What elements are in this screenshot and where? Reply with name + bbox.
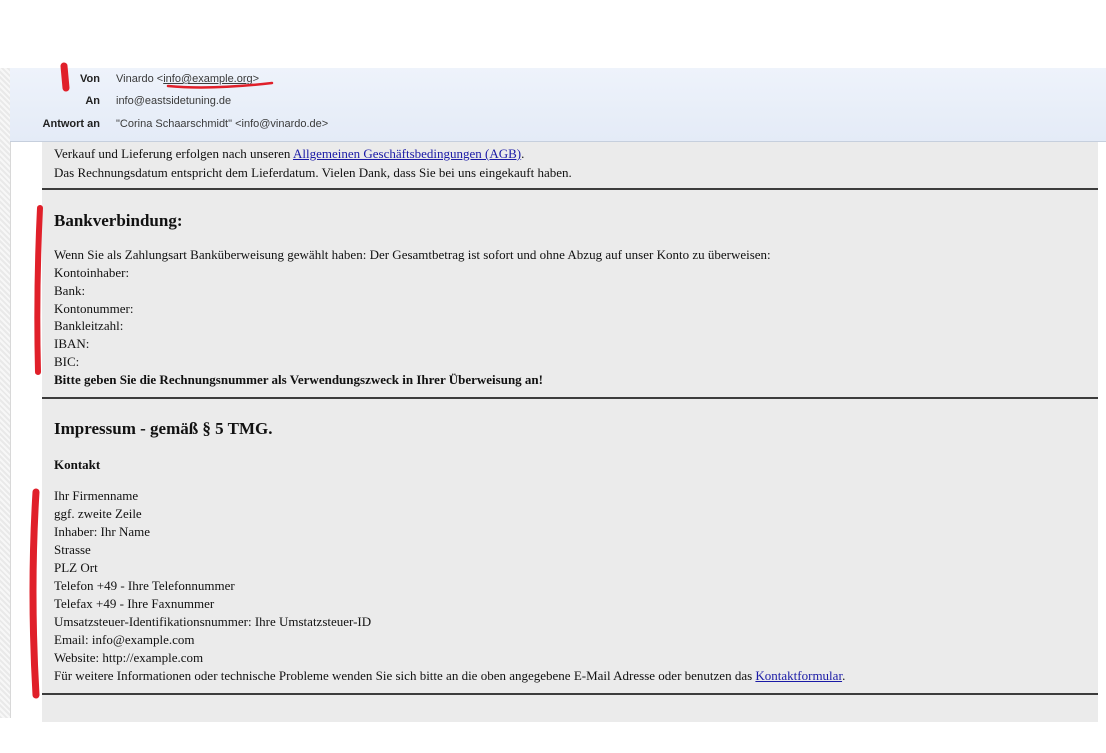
to-value[interactable]: info@eastsidetuning.de [116, 95, 232, 107]
support-line: Für weitere Informationen oder technische Probleme wenden Sie sich bitte an die oben angegebene E-Mail Adresse oder benutzen das Kontaktformular. [54, 668, 846, 683]
bank-field-account-holder: Kontoinhaber: [54, 265, 130, 280]
bank-field-account-number: Kontonummer: [54, 301, 134, 316]
reply-to-label: Antwort an [42, 118, 100, 130]
bank-heading: Bankverbindung: [54, 211, 183, 230]
bank-field-bank: Bank: [54, 283, 86, 298]
mail-body [42, 142, 1098, 722]
bank-reference-note: Bitte geben Sie die Rechnungsnummer als Verwendungszweck in Ihrer Überweisung an! [54, 372, 543, 387]
mail-header [10, 68, 1106, 142]
bank-field-bank-code: Bankleitzahl: [54, 318, 124, 333]
contact-city: PLZ Ort [54, 560, 98, 575]
from-label: Von [80, 73, 100, 85]
bank-intro: Wenn Sie als Zahlungsart Banküberweisung gewählt haben: Der Gesamtbetrag ist sofort und ohne Abzug auf unser Konto zu überweisen: [54, 247, 771, 262]
contact-second-line: ggf. zweite Zeile [54, 506, 142, 521]
bank-field-iban: IBAN: [54, 336, 90, 351]
from-value[interactable]: Vinardo <info@example.org> [116, 73, 260, 85]
annotation-bank-bracket [37, 208, 40, 372]
contact-vat-id: Umsatzsteuer-Identifikationsnummer: Ihre Umstatzsteuer-ID [54, 614, 372, 629]
contact-website: Website: http://example.com [54, 650, 204, 665]
to-label: An [85, 95, 100, 107]
left-scroll-strip [0, 68, 11, 718]
contact-owner: Inhaber: Ihr Name [54, 524, 151, 539]
contact-company: Ihr Firmenname [54, 488, 139, 503]
divider [42, 397, 1098, 399]
annotation-contact-bracket [33, 492, 36, 695]
contact-street: Strasse [54, 542, 91, 557]
contact-form-link[interactable]: Kontaktformular [755, 668, 843, 683]
terms-line: Verkauf und Lieferung erfolgen nach unseren Allgemeinen Geschäftsbedingungen (AGB). [54, 146, 525, 161]
agb-link[interactable]: Allgemeinen Geschäftsbedingungen (AGB) [292, 146, 522, 161]
impressum-heading: Impressum - gemäß § 5 TMG. [54, 419, 273, 438]
contact-phone: Telefon +49 - Ihre Telefonnummer [54, 578, 235, 593]
contact-heading: Kontakt [54, 457, 101, 472]
invoice-date-note: Das Rechnungsdatum entspricht dem Lieferdatum. Vielen Dank, dass Sie bei uns eingekauft haben. [54, 165, 572, 180]
divider [42, 693, 1098, 695]
contact-email: Email: info@example.com [54, 632, 195, 647]
reply-to-value[interactable]: "Corina Schaarschmidt" <info@vinardo.de> [116, 118, 329, 130]
divider [42, 188, 1098, 190]
bank-field-bic: BIC: [54, 354, 80, 369]
contact-fax: Telefax +49 - Ihre Faxnummer [54, 596, 215, 611]
from-email[interactable]: info@example.org [163, 73, 253, 85]
